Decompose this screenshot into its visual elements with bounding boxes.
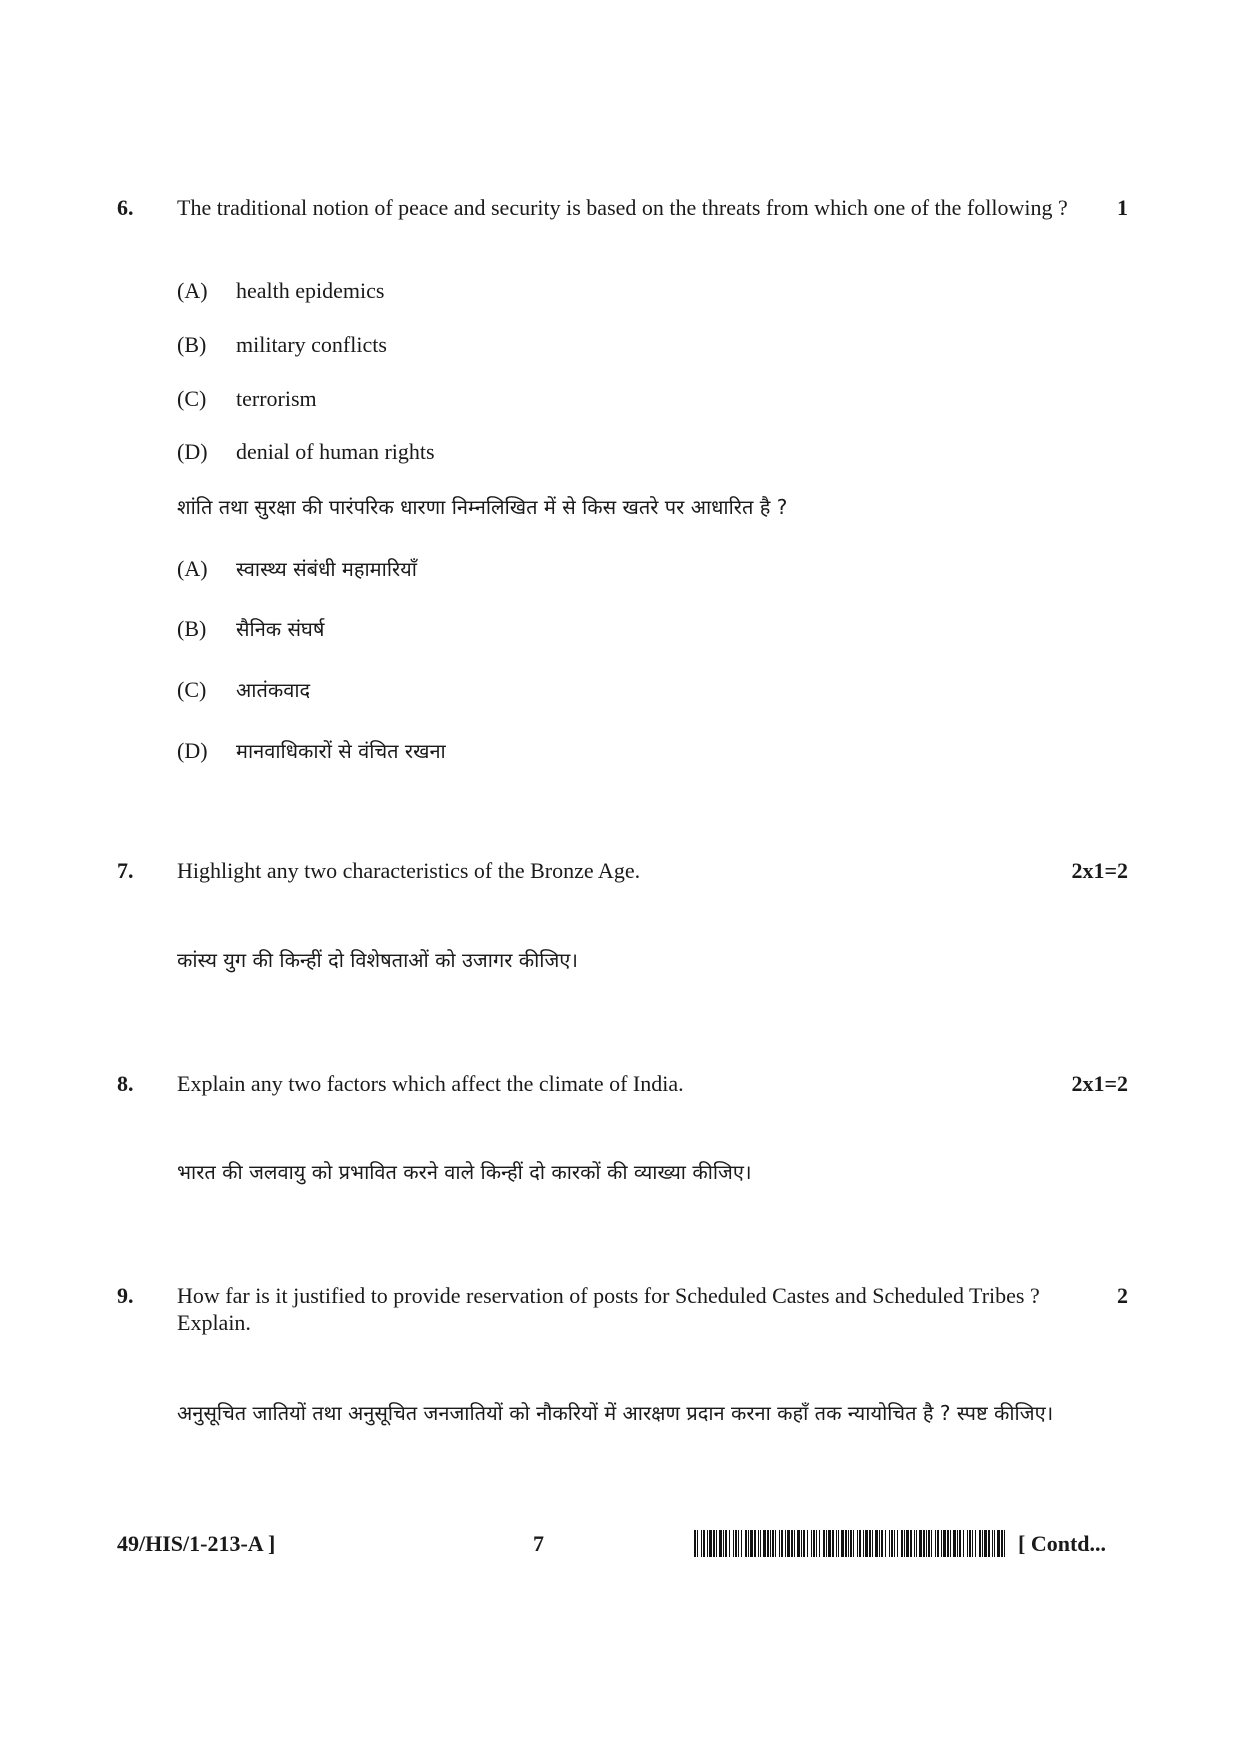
barcode-bar xyxy=(916,1530,917,1557)
barcode-bar xyxy=(828,1530,831,1557)
barcode-bar xyxy=(841,1530,844,1557)
barcode-bar xyxy=(992,1530,993,1557)
question-marks: 2x1=2 xyxy=(1071,858,1128,883)
page-footer xyxy=(0,1530,1240,1560)
barcode-bar xyxy=(832,1530,834,1557)
barcode-bar xyxy=(967,1530,968,1557)
barcode-bar xyxy=(975,1530,976,1557)
barcode-bar xyxy=(885,1530,886,1557)
barcode-bar xyxy=(906,1530,909,1557)
option-text: स्वास्थ्य संबंधी महामारियाँ xyxy=(236,557,417,581)
barcode-bar xyxy=(772,1530,774,1557)
option-label: (A) xyxy=(177,556,208,581)
barcode-bar xyxy=(969,1530,971,1557)
barcode-bar xyxy=(725,1530,727,1557)
barcode-bar xyxy=(785,1530,786,1557)
barcode-bar xyxy=(984,1530,987,1557)
option-label: (C) xyxy=(177,386,207,411)
barcode-bar xyxy=(941,1530,942,1557)
barcode-bar xyxy=(963,1530,964,1557)
barcode-bar xyxy=(735,1530,737,1557)
barcode-bar xyxy=(891,1530,893,1557)
barcode-bar xyxy=(869,1530,871,1557)
barcode-bar xyxy=(959,1530,961,1557)
barcode-bar xyxy=(794,1530,795,1557)
barcode-bar xyxy=(889,1530,890,1557)
barcode-bar xyxy=(836,1530,837,1557)
barcode-bar xyxy=(748,1530,749,1557)
barcode-bar xyxy=(845,1530,847,1557)
barcode-bar xyxy=(775,1530,776,1557)
barcode-bar xyxy=(935,1530,936,1557)
barcode-bar xyxy=(859,1530,861,1557)
question-text: Highlight any two characteristics of the Bronze Age. xyxy=(177,858,641,883)
barcode-bar xyxy=(850,1530,852,1557)
barcode-bar xyxy=(694,1530,696,1557)
barcode-bar xyxy=(865,1530,868,1557)
barcode-bar xyxy=(803,1530,805,1557)
option-b-hi xyxy=(177,615,324,643)
barcode-bar xyxy=(937,1530,939,1557)
barcode-bar xyxy=(928,1530,930,1557)
barcode-bar xyxy=(754,1530,756,1557)
barcode-bar xyxy=(950,1530,951,1557)
barcode-bar xyxy=(701,1530,702,1557)
barcode-bar xyxy=(947,1530,949,1557)
option-c-hi xyxy=(177,676,310,704)
question-marks: 2x1=2 xyxy=(1071,1071,1128,1096)
barcode-bar xyxy=(979,1530,981,1557)
option-d-en xyxy=(177,438,435,465)
barcode-bar xyxy=(897,1530,898,1557)
barcode-bar xyxy=(767,1530,769,1557)
barcode-bar xyxy=(931,1530,932,1557)
barcode-bar xyxy=(881,1530,883,1557)
barcode-bar xyxy=(872,1530,873,1557)
barcode-bar xyxy=(910,1530,912,1557)
barcode-bar xyxy=(953,1530,956,1557)
option-c-en xyxy=(177,385,317,412)
barcode-bar xyxy=(863,1530,864,1557)
continued-label: [ Contd... xyxy=(1018,1531,1107,1556)
barcode-bar xyxy=(729,1530,730,1557)
barcode-bar xyxy=(848,1530,849,1557)
barcode-bar xyxy=(997,1530,1000,1557)
question-marks: 1 xyxy=(1117,195,1128,220)
question-text-hindi: शांति तथा सुरक्षा की पारंपरिक धारणा निम्नलिखित में से किस खतरे पर आधारित है ? xyxy=(177,495,788,519)
barcode-bar xyxy=(957,1530,958,1557)
barcode-bar xyxy=(988,1530,990,1557)
barcode-bar xyxy=(770,1530,771,1557)
barcode-bar xyxy=(791,1530,793,1557)
barcode-bar xyxy=(779,1530,780,1557)
option-a-en xyxy=(177,277,384,304)
question-text-hindi: कांस्य युग की किन्हीं दो विशेषताओं को उजागर कीजिए। xyxy=(177,948,578,972)
question-number: 8. xyxy=(117,1071,134,1096)
barcode-bar xyxy=(919,1530,922,1557)
question-number: 7. xyxy=(117,858,134,883)
barcode-bar xyxy=(763,1530,766,1557)
barcode-bar xyxy=(823,1530,825,1557)
barcode-bar xyxy=(879,1530,880,1557)
barcode-bar xyxy=(819,1530,820,1557)
option-label: (B) xyxy=(177,616,207,641)
barcode-bar xyxy=(707,1530,708,1557)
barcode-bar xyxy=(1001,1530,1003,1557)
barcode-bar xyxy=(875,1530,878,1557)
barcode-bar xyxy=(972,1530,973,1557)
option-a-hi xyxy=(177,555,417,583)
barcode-bar xyxy=(894,1530,895,1557)
barcode-bar xyxy=(787,1530,790,1557)
option-text: military conflicts xyxy=(236,332,387,357)
question-text: How far is it justified to provide reservation of posts for Scheduled Castes and Scheduled Tribes ? Explain. xyxy=(177,1283,1040,1335)
barcode-bar xyxy=(713,1530,715,1557)
barcode-bar xyxy=(781,1530,783,1557)
question-marks: 2 xyxy=(1117,1283,1128,1308)
barcode-bar xyxy=(994,1530,995,1557)
barcode-bar xyxy=(816,1530,817,1557)
option-text: terrorism xyxy=(236,386,317,411)
option-text: मानवाधिकारों से वंचित रखना xyxy=(236,739,446,763)
option-label: (A) xyxy=(177,278,208,303)
barcode-bar xyxy=(982,1530,983,1557)
barcode-bar xyxy=(914,1530,915,1557)
option-b-en xyxy=(177,331,387,358)
barcode-bar xyxy=(901,1530,903,1557)
question-number: 9. xyxy=(117,1283,134,1308)
barcode-bar xyxy=(943,1530,946,1557)
barcode-bar xyxy=(741,1530,742,1557)
barcode-bar xyxy=(750,1530,753,1557)
barcode-bar xyxy=(745,1530,747,1557)
barcode-bar xyxy=(723,1530,724,1557)
barcode-bar xyxy=(826,1530,827,1557)
option-label: (B) xyxy=(177,332,207,357)
paper-code: 49/HIS/1-213-A ] xyxy=(117,1531,276,1556)
option-d-hi xyxy=(177,737,446,765)
barcode-bar xyxy=(813,1530,815,1557)
option-text: denial of human rights xyxy=(236,439,435,464)
barcode-bar xyxy=(760,1530,761,1557)
barcode-bar xyxy=(838,1530,839,1557)
barcode-bar xyxy=(904,1530,905,1557)
barcode-image xyxy=(694,1530,1006,1557)
question-number: 6. xyxy=(117,195,134,220)
barcode-bar xyxy=(703,1530,705,1557)
barcode-bar xyxy=(926,1530,927,1557)
question-text-hindi: अनुसूचित जातियों तथा अनुसूचित जनजातियों को नौकरियों में आरक्षण प्रदान करना कहाँ तक न्यायोचित है ? स्पष्ट कीजिए। xyxy=(177,1401,1054,1425)
barcode-bar xyxy=(923,1530,925,1557)
barcode-bar xyxy=(716,1530,717,1557)
option-text: health epidemics xyxy=(236,278,385,303)
barcode-bar xyxy=(811,1530,812,1557)
option-text: सैनिक संघर्ष xyxy=(236,617,325,641)
barcode-bar xyxy=(807,1530,808,1557)
option-label: (D) xyxy=(177,738,208,763)
option-label: (C) xyxy=(177,677,207,702)
page-number: 7 xyxy=(533,1531,544,1556)
question-text: Explain any two factors which affect the climate of India. xyxy=(177,1071,684,1096)
option-label: (D) xyxy=(177,439,208,464)
question-text-hindi: भारत की जलवायु को प्रभावित करने वाले किन्हीं दो कारकों की व्याख्या कीजिए। xyxy=(177,1160,752,1184)
barcode-bar xyxy=(697,1530,698,1557)
barcode-bar xyxy=(797,1530,800,1557)
question-text: The traditional notion of peace and security is based on the threats from which one of the following ? xyxy=(177,195,1068,220)
barcode-bar xyxy=(709,1530,712,1557)
barcode-bar xyxy=(758,1530,759,1557)
barcode-bar xyxy=(719,1530,722,1557)
barcode-bar xyxy=(1004,1530,1005,1557)
barcode-bar xyxy=(853,1530,854,1557)
barcode-bar xyxy=(733,1530,734,1557)
barcode-bar xyxy=(738,1530,739,1557)
barcode-bar xyxy=(801,1530,802,1557)
option-text: आतंकवाद xyxy=(236,678,311,702)
barcode-bar xyxy=(857,1530,858,1557)
